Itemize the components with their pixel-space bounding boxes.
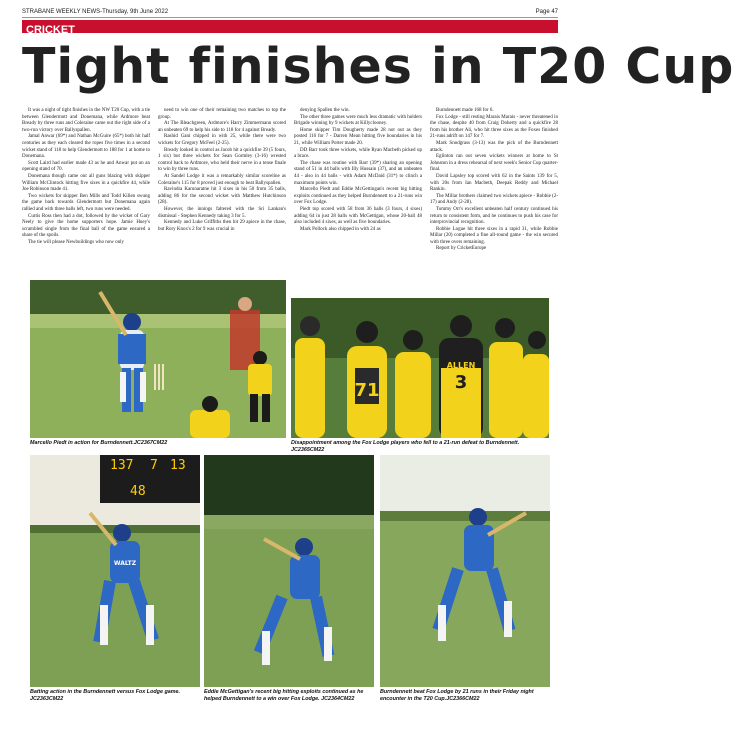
section-label: CRICKET: [26, 24, 75, 36]
paragraph: Burndennett made 168 for 6.: [436, 108, 494, 113]
paragraph: The chase was routine with Barr (39*) sharing an opening stand of 51 in 44 balls with Illy Hussain (37), and an unbeaten 44 - also in 44 balls - with Adam McDaid (31*) to clinch a maximum points win.: [294, 160, 422, 186]
paragraph: Eglinton ran out seven wickets winners at home to St Johnston in a dress rehearsal of next week's Senior Cup quarter-final.: [430, 154, 558, 173]
photo-mcgettigan: [204, 455, 374, 687]
caption-photo-5: Burndennett beat Fox Lodge by 21 runs in their Friday night encounter in the T20 Cup.JC2366CM22: [380, 689, 534, 702]
paragraph: Scott Laird had earlier made 43 as he and Anwar put on an opening stand of 70.: [22, 160, 150, 173]
paragraph: Rashid Gani chipped in with 25, while there were two wickets for Gregory McFeel (2-25).: [158, 134, 286, 146]
article-column-1: [22, 108, 150, 278]
paragraph: Bready looked in control as Jacob hit a quickfire 39 (5 fours, 1 six) but three wickets for Sean Gormley (3-16) wrested control back to Ardmore, who held their nerve in a tense finale to win by three runs.: [158, 147, 286, 173]
paragraph: Tommy Orr's excellent unbeaten half century continued his return to consistent form, and he continues to push his case for interprovincial recognition.: [430, 206, 558, 226]
paragraph: Marcello Piedt and Eddie McGettingan's recent big hitting exploits continued as they helped Burndennett to a 21-runs win over Fox Lodge.: [294, 187, 422, 206]
photo-batsman-piedt: [30, 280, 286, 438]
paragraph: Curtis Ross then had a dot, followed by the wicket of Gary Neely to give the home supporters hope. Jamie Huey's scrambled single from the final ball of the game ensured a share of the spoils.: [22, 213, 150, 239]
scoreboard-total: 137: [110, 458, 134, 473]
scoreboard-for: 7: [150, 458, 158, 473]
headline: Tight finishes in T20 Cup: [22, 38, 734, 95]
page-number: Page 47: [535, 8, 558, 15]
paragraph: Home skipper Tim Dougherty made 28 not out as they posted 116 for 7 - Darren Mean hitting five boundaries in his 21, while William Porter made 20.: [294, 127, 422, 146]
paragraph: Piedt top scored with 58 from 36 balls (3 fours, 4 sixes) adding 64 in just 28 balls with McGettigan, whose 20-ball 48 also included 4 sixes, as well as five boundaries.: [294, 206, 422, 226]
caption-photo-2: Disappointment among the Fox Lodge players who fell to a 21-run defeat to Burndennett. JC2365CM22: [291, 440, 520, 453]
paragraph: Two wickets for skipper Ben Mills and Todd Killen swung the game back towards Glendermott but Donemana again rallied and with three balls left, two runs were needed.: [22, 193, 150, 212]
report-credit: Report by CricketEurope: [436, 246, 487, 252]
page-header: [22, 6, 558, 18]
paragraph: At Sandel Lodge it was a remarkably similar scoreline as Coleraine's 115 for 8 proved just enough to beat Ballyspallen.: [158, 173, 286, 186]
paragraph: However, the innings faltered with the Sri Lankan's dismissal - Stephen Kennedy taking 3 for 5.: [158, 206, 286, 219]
caption-photo-4: Eddie McGettigan's recent big hitting exploits continued as he helped Burndennett to a win over Fox Lodge. JC2364CM22: [204, 689, 364, 702]
shirt-number-71: 71: [354, 380, 380, 401]
paragraph: The other three games were much less dramatic with holders Brigade winning by 9 wickets at Killyclooney.: [294, 114, 422, 127]
shirt-number-3: 3: [454, 372, 468, 393]
paragraph: The tie will please Newbuildings who now only: [28, 239, 124, 245]
shirt-sponsor: WALTZ: [113, 560, 137, 567]
paragraph: It was a night of tight finishes in the NW T20 Cup, with a tie between Glendermott and Donemana, while Ardmore beat Bready by three runs and Coleraine came out the right side of a two-run victory over Ballyspallen.: [22, 108, 150, 133]
article-column-4: [430, 108, 558, 278]
paragraph: Mark Pollock also chipped in with 24 as: [300, 226, 381, 232]
photo-batting-action: [30, 455, 200, 687]
photo-burndennett-batsman: [380, 455, 550, 687]
paragraph: Ravindra Karunaratne hit 3 sixes in his 50 from 35 balls, adding 86 for the second wicket with Matthew Hutchinson (28).: [158, 187, 286, 206]
caption-photo-3: Batting action in the Burndennett versus Fox Lodge game. JC2363CM22: [30, 689, 181, 702]
paragraph: Fox Lodge - still resting Marais Marais - never threatened in the chase, despite 40 from Craig Doherty and a quickfire 28 from his brother Ali, who hit three sixes as the Foxes finished 21-runs adrift on 147 for 7.: [430, 114, 558, 140]
paragraph: David Lapsley top scored with 62 in the Saints 139 for 5, with 20s from Ian Macbeth, Deepak Reddy and Michael Rankin.: [430, 173, 558, 193]
paragraph: need to win one of their remaining two matches to top the group.: [158, 108, 286, 120]
newspaper-dateline: STRABANE WEEKLY NEWS-Thursday, 9th June 2022: [22, 8, 169, 15]
paragraph: Jamal Anwar (69*) and Nathan McGuire (65*) both hit half centuries as they each cleared the ropes five times in a second wicket stand of 118 to help Glendermott to 188 for 1 at home to Donemana.: [22, 134, 150, 160]
section-bar: [22, 20, 558, 36]
article-column-3: [294, 108, 422, 278]
paragraph: Kennedy and Luke Griffiths then hit 29 apiece in the chase, but Rory Knox's 2 for 9 was crucial in: [158, 220, 286, 232]
photo-fox-lodge-huddle: [291, 298, 549, 438]
paragraph: Donemana though came out all guns blazing with skipper William McClintock hitting five sixes in a quickfire 44, while Joe Robinson made 41.: [22, 173, 150, 193]
caption-photo-1: Marcello Piedt in action for Burndennett.JC2367CM22: [30, 440, 168, 446]
scoreboard-last-man: 48: [130, 484, 146, 499]
paragraph: denying Spallen the win.: [300, 108, 350, 113]
paragraph: The Millar brothers claimed two wickets apiece - Robbie (2-17) and Andy (2-28).: [430, 193, 558, 206]
article-body: [22, 108, 558, 278]
paragraph: At The Bleachgreen, Ardmore's Harry Zimmermann scored an unbeaten 69 to help his side to 118 for 4 against Bready.: [158, 121, 286, 133]
article-column-2: [158, 108, 286, 278]
shirt-name-allen: ALLEN: [446, 361, 476, 370]
paragraph: DD Barr took three wickets, while Ryan Macbeth picked up a brace.: [294, 147, 422, 160]
scoreboard-overs: 13: [170, 458, 186, 473]
paragraph: Mark Snodgrass (3-13) was the pick of the Burndennett attack.: [430, 140, 558, 153]
paragraph: Robbie Logue hit three sixes in a rapid 31, while Robbie Millar (20) completed a fine all-round game - the win secured with three overs remaining.: [430, 226, 558, 245]
